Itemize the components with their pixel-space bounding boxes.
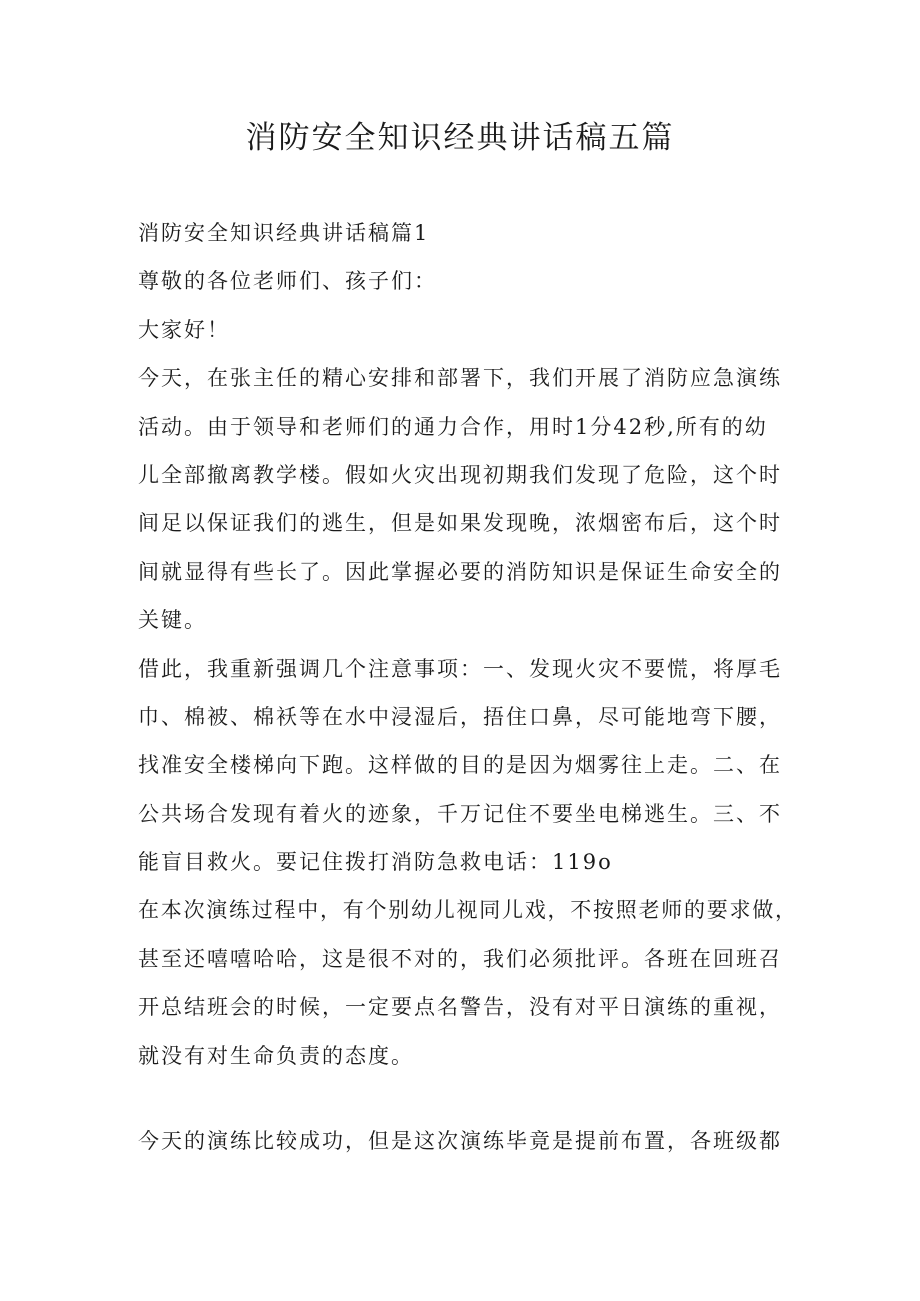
greeting-line: 大家好！: [138, 317, 230, 342]
salutation-line: 尊敬的各位老师们、孩子们：: [138, 269, 437, 294]
paragraph-line: 关键。: [138, 608, 207, 633]
paragraph-line: 间足以保证我们的逃生，但是如果发现晚，浓烟密布后，这个时: [138, 511, 782, 536]
paragraph-line: 今天，在张主任的精心安排和部署下，我们开展了消防应急演练: [138, 366, 782, 391]
paragraph-line: 找准安全楼梯向下跑。这样做的目的是因为烟雾往上走。二、在: [138, 753, 782, 778]
paragraph-line: 间就显得有些长了。因此掌握必要的消防知识是保证生命安全的: [138, 559, 782, 584]
paragraph-line: 儿全部撤离教学楼。假如火灾出现初期我们发现了危险，这个时: [138, 462, 782, 487]
paragraph-line: 甚至还嘻嘻哈哈，这是很不对的，我们必须批评。各班在回班召: [138, 946, 782, 971]
paragraph-line: 活动。由于领导和老师们的通力合作，用时1分42秒,所有的幼: [138, 414, 768, 439]
page-title: 消防安全知识经典讲话稿五篇: [245, 120, 675, 156]
paragraph-line: 能盲目救火。要记住拨打消防急救电话：119o: [138, 850, 613, 875]
paragraph-gap: [138, 1080, 798, 1117]
paragraph-line: 开总结班会的时候，一定要点名警告，没有对平日演练的重视，: [138, 995, 782, 1020]
paragraph-line: 借此，我重新强调几个注意事项：一、发现火灾不要慌，将厚毛: [138, 656, 782, 681]
paragraph-line: 公共场合发现有着火的迹象，千万记住不要坐电梯逃生。三、不: [138, 801, 782, 826]
section-heading: 消防安全知识经典讲话稿篇1: [138, 221, 430, 245]
paragraph-line: 巾、棉被、棉袄等在水中浸湿后，捂住口鼻，尽可能地弯下腰，: [138, 704, 782, 729]
paragraph-line: 今天的演练比较成功，但是这次演练毕竟是提前布置，各班级都: [138, 1129, 782, 1154]
paragraph-line: 就没有对生命负责的态度。: [138, 1043, 414, 1068]
document-body: [138, 209, 798, 1165]
paragraph-line: 在本次演练过程中，有个别幼儿视同儿戏，不按照老师的要求做，: [138, 898, 798, 923]
